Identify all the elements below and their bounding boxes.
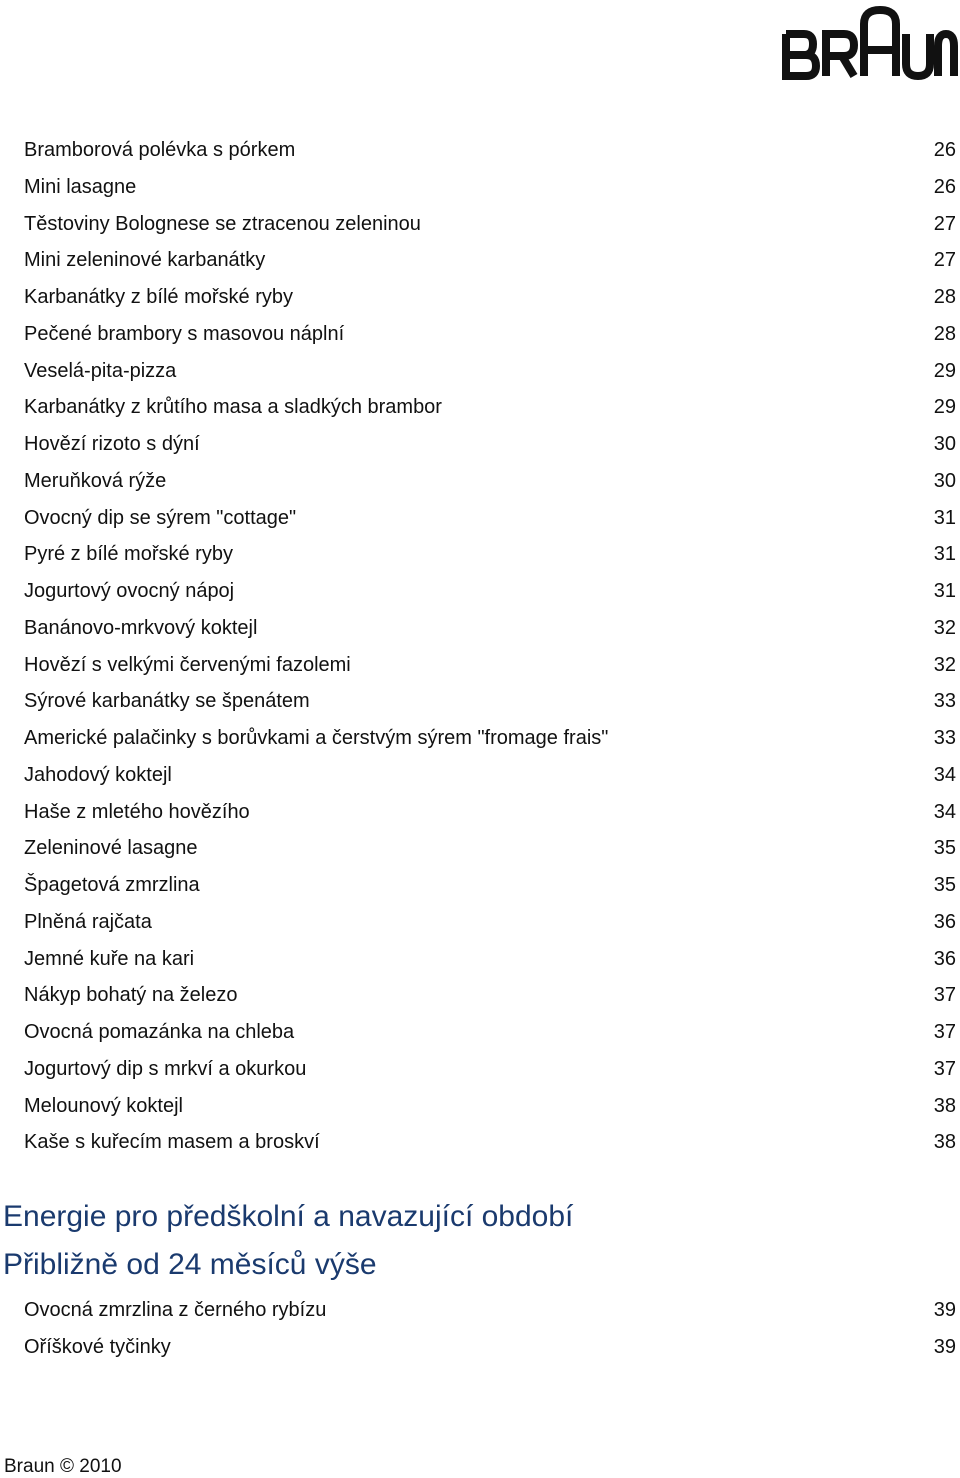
toc-entry-title: Bramborová polévka s pórkem — [24, 139, 296, 161]
toc-entry-title: Banánovo-mrkvový koktejl — [24, 616, 258, 639]
toc-entry[interactable] — [24, 316, 956, 353]
toc-entry-page-number: 30 — [933, 433, 956, 455]
toc-entry-page-number: 32 — [933, 616, 956, 639]
toc-entry-page-number: 27 — [933, 249, 956, 272]
footer-copyright: Braun © 2010 — [4, 1456, 122, 1477]
toc-entry[interactable] — [24, 720, 956, 757]
toc-entry-page-number: 33 — [933, 727, 956, 749]
toc-entry-page-number: 38 — [933, 1131, 956, 1154]
toc-entry-title: Veselá-pita-pizza — [24, 359, 177, 382]
toc-entry-page-number: 29 — [933, 359, 956, 382]
toc-entry-title: Mini zeleninové karbanátky — [24, 249, 266, 272]
toc-entry-page-number: 31 — [933, 506, 956, 529]
toc-entry[interactable] — [24, 500, 956, 537]
toc-entry-page-number: 28 — [933, 322, 956, 345]
toc-entry[interactable] — [24, 169, 956, 206]
toc-entry-page-number: 37 — [933, 1057, 956, 1080]
toc-entry-title: Melounový koktejl — [24, 1094, 183, 1117]
toc-entry[interactable] — [24, 867, 956, 904]
toc-entry-title: Karbanátky z krůtího masa a sladkých brambor — [24, 396, 442, 419]
toc-entry[interactable] — [24, 1124, 956, 1161]
toc-entry-title: Zeleninové lasagne — [24, 837, 198, 860]
toc-entry-title: Ovocná pomazánka na chleba — [24, 1021, 295, 1043]
toc-entry[interactable] — [24, 463, 956, 500]
toc-entry[interactable] — [24, 830, 956, 867]
toc-entry-title: Haše z mletého hovězího — [24, 800, 250, 823]
toc-entry[interactable] — [24, 794, 956, 831]
toc-entry-title: Jahodový koktejl — [24, 763, 172, 786]
toc-entry-title: Jogurtový ovocný nápoj — [24, 580, 235, 602]
toc-entry-page-number: 36 — [933, 947, 956, 970]
toc-entry-title: Těstoviny Bolognese se ztracenou zeleninou — [24, 212, 421, 235]
toc-entry[interactable] — [24, 573, 956, 610]
toc-entry-page-number: 39 — [933, 1299, 956, 1321]
toc-entry-page-number: 34 — [933, 763, 956, 786]
toc-entry[interactable] — [24, 1292, 956, 1329]
toc-entry[interactable] — [24, 353, 956, 390]
table-of-contents-section — [24, 1292, 956, 1366]
table-of-contents — [24, 132, 956, 1161]
toc-entry-page-number: 33 — [933, 690, 956, 713]
toc-entry[interactable] — [24, 242, 956, 279]
braun-logo — [782, 6, 958, 80]
toc-entry[interactable] — [24, 977, 956, 1014]
toc-entry-page-number: 36 — [933, 910, 956, 933]
toc-entry[interactable] — [24, 1051, 956, 1088]
toc-entry-title: Pyré z bílé mořské ryby — [24, 543, 233, 566]
toc-entry-page-number: 31 — [933, 580, 956, 602]
toc-entry-page-number: 26 — [933, 139, 956, 161]
toc-entry-title: Pečené brambory s masovou náplní — [24, 322, 345, 345]
toc-entry-title: Sýrové karbanátky se špenátem — [24, 690, 310, 713]
toc-entry-title: Plněná rajčata — [24, 910, 152, 933]
toc-entry-title: Jemné kuře na kari — [24, 947, 195, 970]
toc-entry[interactable] — [24, 941, 956, 978]
toc-entry[interactable] — [24, 279, 956, 316]
toc-entry[interactable] — [24, 1329, 956, 1366]
toc-entry[interactable] — [24, 683, 956, 720]
toc-entry-title: Hovězí rizoto s dýní — [24, 433, 200, 455]
toc-entry-page-number: 39 — [933, 1335, 956, 1358]
section-subheading: Přibližně od 24 měsíců výše — [3, 1248, 377, 1281]
toc-entry-page-number: 35 — [933, 837, 956, 860]
toc-entry-title: Oříškové tyčinky — [24, 1335, 171, 1358]
toc-entry[interactable] — [24, 1088, 956, 1125]
toc-entry-page-number: 32 — [933, 653, 956, 676]
toc-entry-title: Jogurtový dip s mrkví a okurkou — [24, 1057, 307, 1080]
toc-entry-title: Karbanátky z bílé mořské ryby — [24, 286, 293, 308]
toc-entry[interactable] — [24, 389, 956, 426]
toc-entry[interactable] — [24, 206, 956, 243]
toc-entry-page-number: 37 — [933, 984, 956, 1007]
toc-entry[interactable] — [24, 647, 956, 684]
toc-entry-title: Mini lasagne — [24, 175, 137, 198]
toc-entry[interactable] — [24, 757, 956, 794]
toc-entry[interactable] — [24, 904, 956, 941]
toc-entry[interactable] — [24, 1014, 956, 1051]
toc-entry-page-number: 31 — [933, 543, 956, 566]
toc-entry-title: Ovocný dip se sýrem "cottage" — [24, 506, 297, 529]
section-heading: Energie pro předškolní a navazující období — [3, 1200, 574, 1233]
toc-entry-page-number: 26 — [933, 175, 956, 198]
toc-entry-page-number: 38 — [933, 1094, 956, 1117]
toc-entry-page-number: 34 — [933, 800, 956, 823]
toc-entry[interactable] — [24, 132, 956, 169]
toc-entry-page-number: 27 — [933, 212, 956, 235]
toc-entry-title: Špagetová zmrzlina — [24, 874, 200, 896]
toc-entry-page-number: 35 — [933, 874, 956, 896]
toc-entry-title: Kaše s kuřecím masem a broskví — [24, 1131, 320, 1154]
toc-entry[interactable] — [24, 610, 956, 647]
toc-entry-page-number: 37 — [933, 1021, 956, 1043]
toc-entry-title: Ovocná zmrzlina z černého rybízu — [24, 1299, 327, 1321]
toc-entry[interactable] — [24, 426, 956, 463]
toc-entry-title: Americké palačinky s borůvkami a čerstvým sýrem "fromage frais" — [24, 727, 609, 749]
toc-entry-page-number: 28 — [933, 286, 956, 308]
toc-entry-title: Nákyp bohatý na železo — [24, 984, 238, 1007]
toc-entry-page-number: 29 — [933, 396, 956, 419]
toc-entry-title: Meruňková rýže — [24, 469, 167, 492]
toc-entry-page-number: 30 — [933, 469, 956, 492]
toc-entry[interactable] — [24, 536, 956, 573]
toc-entry-title: Hovězí s velkými červenými fazolemi — [24, 653, 351, 676]
